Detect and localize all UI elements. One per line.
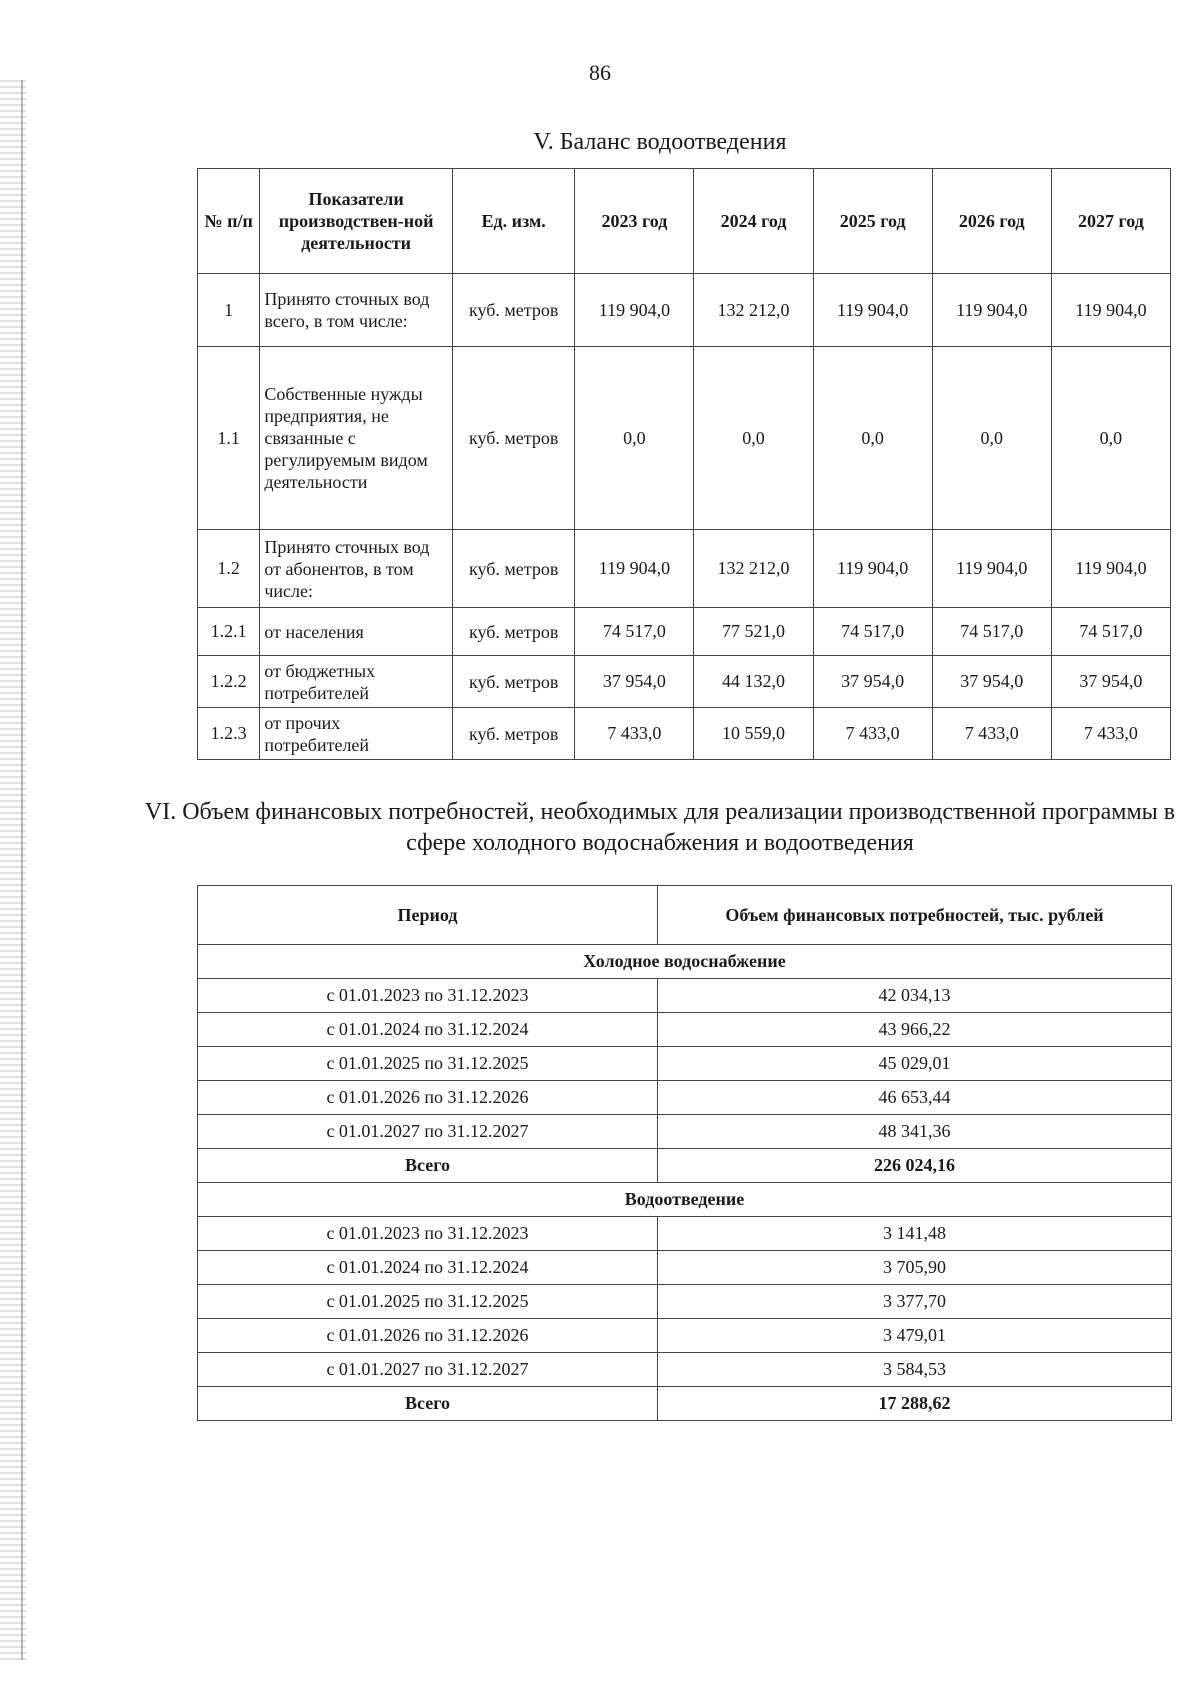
row-num: 1.1: [198, 347, 260, 530]
row-value-2024: 132 212,0: [694, 274, 813, 347]
row-value-2027: 119 904,0: [1051, 274, 1170, 347]
row-value-2023: 37 954,0: [575, 656, 694, 708]
header-2026: 2026 год: [932, 169, 1051, 274]
row-value-2026: 37 954,0: [932, 656, 1051, 708]
period-cell: с 01.01.2023 по 31.12.2023: [198, 1217, 658, 1251]
row-num: 1.2.1: [198, 608, 260, 656]
header-2025: 2025 год: [813, 169, 932, 274]
period-cell: с 01.01.2024 по 31.12.2024: [198, 1251, 658, 1285]
row-value-2027: 37 954,0: [1051, 656, 1170, 708]
period-cell: с 01.01.2024 по 31.12.2024: [198, 1013, 658, 1047]
table-row: [198, 1285, 1172, 1319]
row-indicator: от прочих потребителей: [260, 708, 453, 760]
value-cell: 3 479,01: [658, 1319, 1172, 1353]
row-value-2026: 119 904,0: [932, 530, 1051, 608]
row-value-2024: 132 212,0: [694, 530, 813, 608]
row-num: 1.2: [198, 530, 260, 608]
wastewater-balance-table: [197, 168, 1171, 760]
header-volume: Объем финансовых потребностей, тыс. рублей: [658, 886, 1172, 945]
header-period: Период: [198, 886, 658, 945]
row-value-2025: 119 904,0: [813, 274, 932, 347]
table-row: [198, 1353, 1172, 1387]
value-cell: 3 584,53: [658, 1353, 1172, 1387]
row-unit: куб. метров: [452, 656, 574, 708]
row-indicator: от населения: [260, 608, 453, 656]
row-value-2024: 77 521,0: [694, 608, 813, 656]
row-value-2024: 10 559,0: [694, 708, 813, 760]
table-row: [198, 656, 1171, 708]
cold-water-label: Холодное водоснабжение: [198, 945, 1172, 979]
row-num: 1.2.2: [198, 656, 260, 708]
section-5-title: V. Баланс водоотведения: [533, 129, 787, 155]
row-indicator: Собственные нужды предприятия, не связанные с регулируемым видом деятельности: [260, 347, 453, 530]
period-cell: с 01.01.2025 по 31.12.2025: [198, 1285, 658, 1319]
row-num: 1.2.3: [198, 708, 260, 760]
value-cell: 48 341,36: [658, 1115, 1172, 1149]
row-num: 1: [198, 274, 260, 347]
row-value-2026: 74 517,0: [932, 608, 1051, 656]
header-unit: Ед. изм.: [452, 169, 574, 274]
row-value-2027: 0,0: [1051, 347, 1170, 530]
header-2027: 2027 год: [1051, 169, 1170, 274]
total-value: 226 024,16: [658, 1149, 1172, 1183]
row-unit: куб. метров: [452, 708, 574, 760]
row-unit: куб. метров: [452, 608, 574, 656]
row-value-2025: 119 904,0: [813, 530, 932, 608]
total-label: Всего: [198, 1149, 658, 1183]
row-value-2027: 74 517,0: [1051, 608, 1170, 656]
period-cell: с 01.01.2025 по 31.12.2025: [198, 1047, 658, 1081]
table-row: [198, 274, 1171, 347]
period-cell: с 01.01.2026 по 31.12.2026: [198, 1319, 658, 1353]
period-cell: с 01.01.2026 по 31.12.2026: [198, 1081, 658, 1115]
header-indicator: Показатели производствен-ной деятельности: [260, 169, 453, 274]
row-unit: куб. метров: [452, 274, 574, 347]
row-value-2025: 74 517,0: [813, 608, 932, 656]
page-number: 86: [589, 60, 611, 85]
row-indicator: Принято сточных вод всего, в том числе:: [260, 274, 453, 347]
period-cell: с 01.01.2023 по 31.12.2023: [198, 979, 658, 1013]
row-value-2024: 44 132,0: [694, 656, 813, 708]
table-row: [198, 1013, 1172, 1047]
row-value-2026: 0,0: [932, 347, 1051, 530]
value-cell: 43 966,22: [658, 1013, 1172, 1047]
row-value-2027: 119 904,0: [1051, 530, 1170, 608]
row-value-2025: 0,0: [813, 347, 932, 530]
row-value-2025: 7 433,0: [813, 708, 932, 760]
total-label: Всего: [198, 1387, 658, 1421]
table-row: [198, 1217, 1172, 1251]
value-cell: 45 029,01: [658, 1047, 1172, 1081]
header-num: № п/п: [198, 169, 260, 274]
row-value-2023: 119 904,0: [575, 274, 694, 347]
value-cell: 3 141,48: [658, 1217, 1172, 1251]
section-row-cold-water: [198, 945, 1172, 979]
total-row: [198, 1149, 1172, 1183]
table-row: [198, 1115, 1172, 1149]
header-2024: 2024 год: [694, 169, 813, 274]
value-cell: 3 705,90: [658, 1251, 1172, 1285]
value-cell: 46 653,44: [658, 1081, 1172, 1115]
table-header-row: [198, 886, 1172, 945]
header-2023: 2023 год: [575, 169, 694, 274]
financial-needs-table: [197, 885, 1172, 1421]
value-cell: 3 377,70: [658, 1285, 1172, 1319]
row-indicator: от бюджетных потребителей: [260, 656, 453, 708]
scan-binding-line: [21, 80, 23, 1660]
row-value-2023: 119 904,0: [575, 530, 694, 608]
row-unit: куб. метров: [452, 530, 574, 608]
period-cell: с 01.01.2027 по 31.12.2027: [198, 1353, 658, 1387]
row-value-2026: 119 904,0: [932, 274, 1051, 347]
table-row: [198, 708, 1171, 760]
table-row: [198, 1251, 1172, 1285]
total-value: 17 288,62: [658, 1387, 1172, 1421]
table-row: [198, 1081, 1172, 1115]
row-value-2023: 0,0: [575, 347, 694, 530]
wastewater-label: Водоотведение: [198, 1183, 1172, 1217]
row-indicator: Принято сточных вод от абонентов, в том числе:: [260, 530, 453, 608]
row-value-2026: 7 433,0: [932, 708, 1051, 760]
row-value-2027: 7 433,0: [1051, 708, 1170, 760]
row-value-2025: 37 954,0: [813, 656, 932, 708]
section-6-title: VI. Объем финансовых потребностей, необходимых для реализации производственной программы в сфере холодного водоснабжения и водоотведения: [144, 799, 1176, 856]
table-row: [198, 1319, 1172, 1353]
table-row: [198, 608, 1171, 656]
section-row-wastewater: [198, 1183, 1172, 1217]
row-unit: куб. метров: [452, 347, 574, 530]
row-value-2023: 7 433,0: [575, 708, 694, 760]
value-cell: 42 034,13: [658, 979, 1172, 1013]
table-row: [198, 530, 1171, 608]
row-value-2024: 0,0: [694, 347, 813, 530]
period-cell: с 01.01.2027 по 31.12.2027: [198, 1115, 658, 1149]
row-value-2023: 74 517,0: [575, 608, 694, 656]
table-row: [198, 979, 1172, 1013]
table-row: [198, 347, 1171, 530]
table-row: [198, 1047, 1172, 1081]
table-header-row: [198, 169, 1171, 274]
total-row: [198, 1387, 1172, 1421]
